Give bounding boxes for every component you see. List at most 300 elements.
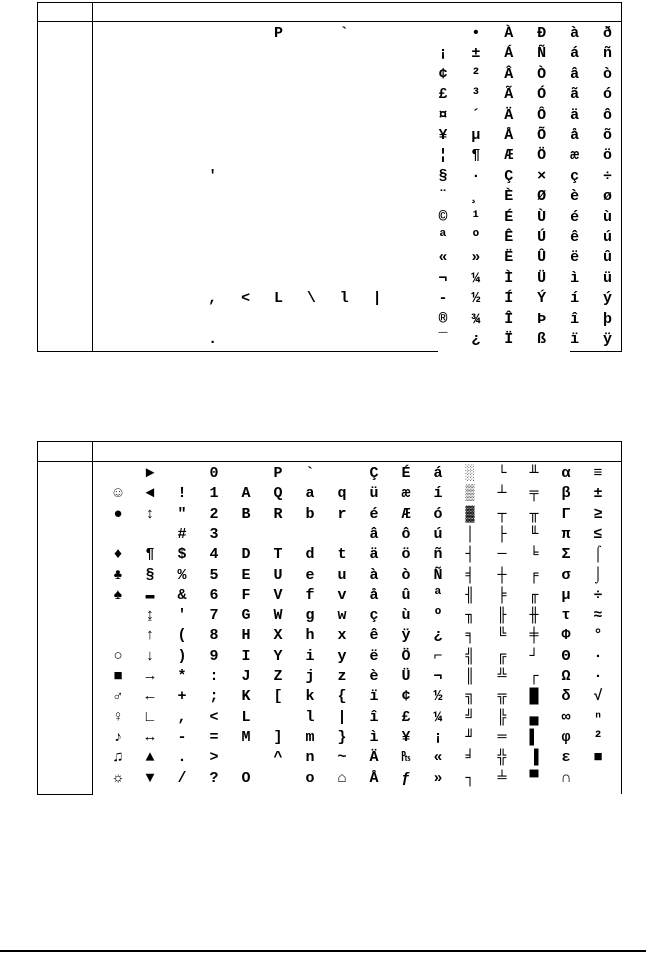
- character-cell: O: [241, 769, 251, 787]
- character-cell: ×: [537, 167, 547, 185]
- character-cell: ´: [471, 106, 481, 124]
- character-cell: F: [241, 586, 251, 604]
- character-cell: £: [438, 86, 448, 104]
- character-cell: ╨: [529, 465, 539, 482]
- character-cell: o: [305, 769, 315, 787]
- character-cell: √: [593, 688, 603, 706]
- character-cell: á: [570, 45, 580, 63]
- character-cell: ┼: [497, 566, 507, 584]
- character-cell: ∞: [561, 708, 571, 726]
- character-cell: e: [305, 566, 315, 584]
- character-cell: ¡: [433, 728, 443, 746]
- character-cell: L: [241, 708, 251, 726]
- character-cell: ╓: [529, 586, 539, 604]
- character-cell: ⌐: [433, 647, 443, 665]
- character-cell: ▌: [529, 728, 539, 746]
- character-cell: I: [241, 647, 251, 665]
- character-cell: ●: [113, 505, 123, 523]
- character-cell: ↑: [145, 627, 155, 645]
- character-cell: 1: [209, 485, 219, 503]
- character-cell: *: [177, 668, 187, 685]
- character-cell: ║: [465, 668, 475, 685]
- character-cell: Å: [369, 769, 379, 787]
- character-cell: T: [273, 546, 283, 564]
- character-cell: >: [209, 749, 219, 767]
- character-cell: É: [504, 208, 514, 226]
- character-cell: →: [145, 668, 155, 685]
- character-cell: K: [241, 688, 251, 706]
- character-cell: h: [305, 627, 315, 645]
- character-cell: Ö: [401, 647, 411, 665]
- character-cell: ": [177, 505, 187, 523]
- character-cell: 6: [209, 586, 219, 604]
- character-cell: ò: [401, 566, 411, 584]
- character-cell: :: [209, 668, 219, 685]
- character-cell: À: [504, 25, 514, 42]
- character-cell: .: [208, 331, 218, 348]
- character-cell: ç: [570, 167, 580, 185]
- character-cell: ¬: [433, 668, 443, 685]
- character-cell: <: [241, 290, 251, 308]
- character-cell: ε: [561, 749, 571, 767]
- character-cell: ó: [433, 505, 443, 523]
- character-cell: å: [369, 586, 379, 604]
- character-cell: ♂: [113, 688, 123, 706]
- character-cell: ¥: [438, 127, 448, 144]
- character-cell: ƒ: [401, 769, 411, 787]
- character-cell: ¯: [438, 331, 448, 348]
- character-cell: {: [337, 688, 347, 706]
- character-cell: P: [273, 25, 283, 42]
- character-cell: /: [177, 769, 187, 787]
- character-cell: |: [372, 290, 382, 308]
- character-cell: J: [241, 668, 251, 685]
- character-cell: ': [208, 167, 218, 185]
- character-cell: ├: [497, 525, 507, 543]
- character-cell: ¥: [401, 728, 411, 746]
- character-cell: º: [471, 229, 481, 246]
- character-cell: â: [369, 525, 379, 543]
- character-cell: Γ: [561, 505, 571, 523]
- character-cell: ⌂: [337, 769, 347, 787]
- character-cell: Ü: [401, 668, 411, 685]
- character-cell: Æ: [504, 147, 514, 165]
- character-cell: Ñ: [537, 45, 547, 63]
- character-cell: ²: [593, 728, 603, 746]
- character-cell: ≥: [593, 505, 603, 523]
- character-cell: º: [433, 607, 443, 625]
- character-cell: Ω: [561, 668, 571, 685]
- character-cell: Ù: [537, 208, 547, 226]
- character-cell: (: [177, 627, 187, 645]
- character-cell: ⁿ: [593, 708, 603, 726]
- character-cell: ∟: [145, 708, 155, 726]
- character-cell: ¤: [438, 106, 448, 124]
- character-cell: n: [305, 749, 315, 767]
- character-cell: =: [209, 728, 219, 746]
- character-cell: Ú: [537, 229, 547, 246]
- character-cell: w: [337, 607, 347, 625]
- character-cell: ≈: [593, 607, 603, 625]
- character-cell: z: [337, 668, 347, 685]
- character-cell: »: [433, 769, 443, 787]
- character-cell: ò: [602, 65, 612, 83]
- character-cell: ▐: [529, 749, 539, 767]
- character-cell: »: [471, 249, 481, 267]
- character-cell: ©: [438, 208, 448, 226]
- character-cell: ^: [273, 749, 283, 767]
- character-cell: ú: [433, 525, 443, 543]
- character-cell: ;: [209, 688, 219, 706]
- character-cell: D: [241, 546, 251, 564]
- character-cell: «: [438, 249, 448, 267]
- character-cell: ß: [537, 331, 547, 348]
- character-cell: î: [570, 310, 580, 328]
- character-cell: ë: [369, 647, 379, 665]
- character-cell: ╦: [497, 688, 507, 706]
- character-cell: ╢: [465, 586, 475, 604]
- character-cell: |: [337, 708, 347, 726]
- character-cell: ½: [433, 688, 443, 706]
- character-cell: Ý: [537, 290, 547, 308]
- character-cell: ³: [471, 86, 481, 104]
- character-cell: Ï: [504, 331, 514, 348]
- character-cell: ¿: [471, 331, 481, 348]
- character-cell: M: [241, 728, 251, 746]
- character-cell: V: [273, 586, 283, 604]
- character-cell: ╩: [497, 668, 507, 685]
- character-cell: ╔: [497, 647, 507, 665]
- character-cell: 7: [209, 607, 219, 625]
- character-cell: ¿: [433, 627, 443, 645]
- character-cell: +: [177, 688, 187, 706]
- character-cell: ¡: [438, 45, 448, 63]
- character-cell: È: [504, 188, 514, 206]
- character-cell: 0: [209, 465, 219, 482]
- character-cell: Ñ: [433, 566, 443, 584]
- character-cell: ö: [401, 546, 411, 564]
- character-cell: k: [305, 688, 315, 706]
- character-cell: ÿ: [602, 331, 612, 348]
- character-cell: !: [177, 485, 187, 503]
- character-cell: m: [305, 728, 315, 746]
- character-cell: ç: [369, 607, 379, 625]
- character-cell: ▄: [529, 708, 539, 726]
- character-cell: ]: [273, 728, 283, 746]
- character-cell: •: [471, 25, 481, 42]
- character-cell: ♣: [113, 566, 123, 584]
- character-cell: Σ: [561, 546, 571, 564]
- character-cell: ⌡: [593, 566, 603, 584]
- character-cell: ╖: [465, 607, 475, 625]
- character-cell: è: [369, 668, 379, 685]
- character-cell: Ð: [537, 25, 547, 42]
- character-cell: ª: [433, 586, 443, 604]
- character-cell: ◄: [145, 485, 155, 503]
- character-cell: σ: [561, 566, 571, 584]
- character-cell: µ: [561, 586, 571, 604]
- character-cell: §: [438, 167, 448, 185]
- character-cell: ä: [570, 106, 580, 124]
- character-cell: æ: [570, 147, 580, 165]
- character-cell: ·: [471, 167, 481, 185]
- character-cell: φ: [561, 728, 571, 746]
- character-cell: 5: [209, 566, 219, 584]
- character-cell: $: [177, 546, 187, 564]
- character-cell: -: [438, 290, 448, 308]
- character-cell: ↔: [145, 728, 155, 746]
- character-cell: Ä: [369, 749, 379, 767]
- character-cell: ╡: [465, 566, 475, 584]
- character-cell: \: [306, 290, 316, 308]
- character-cell: ª: [438, 229, 448, 246]
- character-cell: ╪: [529, 627, 539, 645]
- character-cell: ì: [570, 269, 580, 287]
- character-cell: ○: [113, 647, 123, 665]
- character-cell: a: [305, 485, 315, 503]
- character-cell: ☼: [113, 769, 123, 787]
- character-cell: ð: [602, 25, 612, 42]
- character-cell: ú: [602, 229, 612, 246]
- character-cell: δ: [561, 688, 571, 706]
- character-cell: ☺: [113, 485, 123, 503]
- character-cell: °: [593, 627, 603, 645]
- character-cell: ┌: [529, 668, 539, 685]
- character-cell: Þ: [537, 310, 547, 328]
- character-cell: Q: [273, 485, 283, 503]
- character-cell: ╒: [529, 566, 539, 584]
- character-cell: `: [339, 25, 349, 42]
- character-cell: í: [570, 290, 580, 308]
- character-cell: ±: [471, 45, 481, 63]
- character-cell: á: [433, 465, 443, 482]
- character-cell: Â: [504, 65, 514, 83]
- character-cell: í: [433, 485, 443, 503]
- character-cell: ·: [593, 668, 603, 685]
- character-cell: l: [305, 708, 315, 726]
- character-cell: ═: [497, 728, 507, 746]
- character-cell: î: [369, 708, 379, 726]
- character-cell: B: [241, 505, 251, 523]
- character-cell: ╥: [529, 505, 539, 523]
- character-cell: ÷: [593, 586, 603, 604]
- character-cell: §: [145, 566, 155, 584]
- character-cell: ï: [570, 331, 580, 348]
- character-cell: ┤: [465, 546, 475, 564]
- character-cell: ï: [369, 688, 379, 706]
- character-cell: R: [273, 505, 283, 523]
- character-cell: t: [337, 546, 347, 564]
- character-cell: ▼: [145, 769, 155, 787]
- character-cell: 3: [209, 525, 219, 543]
- character-cell: Ë: [504, 249, 514, 267]
- character-cell: Ã: [504, 86, 514, 104]
- character-cell: ½: [471, 290, 481, 308]
- character-cell: «: [433, 749, 443, 767]
- character-cell: ÷: [602, 167, 612, 185]
- character-cell: ·: [593, 647, 603, 665]
- character-cell: █: [529, 688, 539, 706]
- character-cell: ?: [209, 769, 219, 787]
- character-cell: ←: [145, 688, 155, 706]
- character-cell: ù: [602, 208, 612, 226]
- character-cell: v: [337, 586, 347, 604]
- character-cell: ô: [401, 525, 411, 543]
- character-cell: ë: [570, 249, 580, 267]
- character-cell: 8: [209, 627, 219, 645]
- character-cell: ♫: [113, 749, 123, 767]
- character-cell: ô: [602, 106, 612, 124]
- character-cell: #: [177, 525, 187, 543]
- character-cell: Å: [504, 127, 514, 144]
- character-cell: U: [273, 566, 283, 584]
- character-cell: Ç: [369, 465, 379, 482]
- character-cell: Ø: [537, 188, 547, 206]
- character-cell: ╣: [465, 647, 475, 665]
- character-cell: 9: [209, 647, 219, 665]
- character-cell: ▒: [465, 485, 475, 503]
- character-cell: ¾: [471, 310, 481, 328]
- character-cell: Û: [537, 249, 547, 267]
- character-cell: P: [273, 465, 283, 482]
- character-cell: π: [561, 525, 571, 543]
- character-cell: y: [337, 647, 347, 665]
- character-cell: ®: [438, 310, 448, 328]
- character-cell: │: [465, 525, 475, 543]
- character-cell: ¶: [145, 546, 155, 564]
- character-cell: ,: [208, 290, 218, 308]
- character-cell: x: [337, 627, 347, 645]
- character-cell: ►: [145, 465, 155, 482]
- character-cell: ↕: [145, 505, 155, 523]
- character-cell: ╝: [465, 708, 475, 726]
- character-cell: â: [570, 65, 580, 83]
- character-cell: E: [241, 566, 251, 584]
- character-cell: Y: [273, 647, 283, 665]
- character-cell: ─: [497, 546, 507, 564]
- character-cell: ♦: [113, 546, 123, 564]
- character-cell: ö: [602, 147, 612, 165]
- character-cell: -: [177, 728, 187, 746]
- character-cell: ╤: [529, 485, 539, 503]
- character-cell: ♠: [113, 586, 123, 604]
- character-cell: <: [209, 708, 219, 726]
- character-cell: ■: [593, 749, 603, 767]
- character-cell: ): [177, 647, 187, 665]
- character-cell: Ä: [504, 106, 514, 124]
- character-cell: β: [561, 485, 571, 503]
- character-cell: Z: [273, 668, 283, 685]
- character-cell: ┘: [529, 647, 539, 665]
- character-cell: þ: [602, 310, 612, 328]
- character-cell: Á: [504, 45, 514, 63]
- character-cell: è: [570, 188, 580, 206]
- character-cell: G: [241, 607, 251, 625]
- character-cell: l: [339, 290, 349, 308]
- character-cell: ┬: [497, 505, 507, 523]
- character-cell: &: [177, 586, 187, 604]
- character-cell: ▬: [145, 586, 155, 604]
- character-cell: ∩: [561, 769, 571, 787]
- character-cell: ¬: [438, 269, 448, 287]
- character-cell: ê: [369, 627, 379, 645]
- character-cell: ä: [369, 546, 379, 564]
- character-cell: ╕: [465, 627, 475, 645]
- character-cell: ã: [570, 86, 580, 104]
- character-cell: å: [570, 127, 580, 144]
- character-cell: ì: [369, 728, 379, 746]
- character-cell: H: [241, 627, 251, 645]
- character-cell: ¨: [438, 188, 448, 206]
- character-cell: é: [369, 505, 379, 523]
- character-cell: µ: [471, 127, 481, 144]
- character-cell: Î: [504, 310, 514, 328]
- character-cell: ±: [593, 485, 603, 503]
- character-cell: f: [305, 586, 315, 604]
- character-cell: Ü: [537, 269, 547, 287]
- character-cell: ñ: [433, 546, 443, 564]
- character-cell: ¸: [471, 188, 481, 206]
- character-cell: ≡: [593, 465, 603, 482]
- character-cell: ┴: [497, 485, 507, 503]
- character-cell: Õ: [537, 127, 547, 144]
- character-cell: u: [337, 566, 347, 584]
- character-cell: ╘: [529, 546, 539, 564]
- character-cell: ╟: [497, 607, 507, 625]
- character-cell: d: [305, 546, 315, 564]
- character-cell: à: [369, 566, 379, 584]
- character-cell: Æ: [401, 505, 411, 523]
- character-cell: ¢: [401, 688, 411, 706]
- character-cell: .: [177, 749, 187, 767]
- character-cell: É: [401, 465, 411, 482]
- character-cell: ╧: [497, 769, 507, 787]
- character-cell: ╙: [529, 525, 539, 543]
- character-cell: τ: [561, 607, 571, 625]
- character-cell: ñ: [602, 45, 612, 63]
- character-cell: Ô: [537, 106, 547, 124]
- character-cell: ╞: [497, 586, 507, 604]
- character-cell: ╫: [529, 607, 539, 625]
- character-cell: ▓: [465, 505, 475, 523]
- character-cell: ý: [602, 290, 612, 308]
- character-cell: ▀: [529, 769, 539, 787]
- character-cell: é: [570, 208, 580, 226]
- character-cell: 4: [209, 546, 219, 564]
- character-cell: ₧: [401, 749, 411, 767]
- character-cell: ÿ: [401, 627, 411, 645]
- character-cell: ╗: [465, 688, 475, 706]
- character-cell: A: [241, 485, 251, 503]
- character-cell: ↓: [145, 647, 155, 665]
- character-cell: 2: [209, 505, 219, 523]
- character-cell: û: [602, 249, 612, 267]
- character-cell: Ç: [504, 167, 514, 185]
- character-cell: ¼: [471, 269, 481, 287]
- character-cell: ø: [602, 188, 612, 206]
- character-cell: X: [273, 627, 283, 645]
- character-cell: }: [337, 728, 347, 746]
- character-cell: ╛: [465, 749, 475, 767]
- character-cell: ê: [570, 229, 580, 246]
- character-cell: Θ: [561, 647, 571, 665]
- character-cell: Ò: [537, 65, 547, 83]
- character-cell: ': [177, 607, 187, 625]
- character-cell: ¶: [471, 147, 481, 165]
- character-cell: Ì: [504, 269, 514, 287]
- page-bottom-rule: [0, 950, 646, 952]
- character-cell: à: [570, 25, 580, 42]
